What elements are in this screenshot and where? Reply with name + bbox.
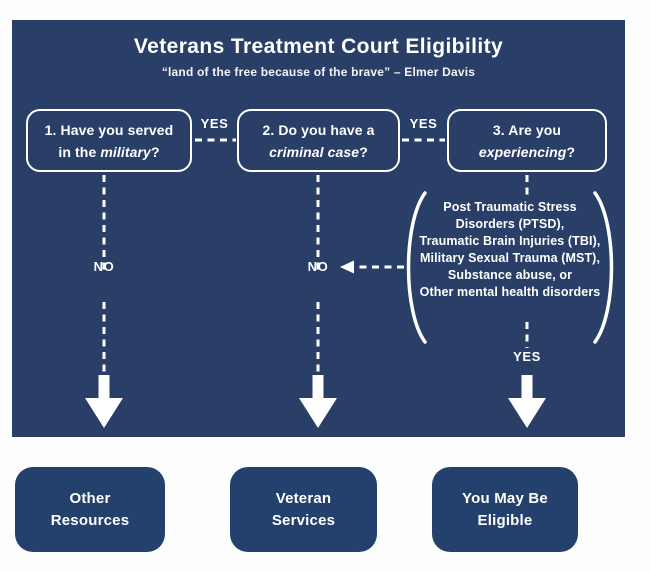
down-arrow-icon-1	[85, 375, 123, 428]
condition-line: Substance abuse, or	[447, 268, 573, 282]
question-box-experiencing	[447, 109, 607, 172]
yes-label-2: YES	[409, 116, 438, 131]
question-1-line1: 1. Have you served	[44, 121, 174, 138]
outcome-1-line1: Other	[69, 489, 111, 507]
down-arrow-icon-3	[508, 375, 546, 428]
yes-label-1: YES	[200, 116, 229, 131]
question-box-military	[26, 109, 192, 172]
page-subtitle: “land of the free because of the brave” – Elmer Davis	[161, 65, 476, 79]
flowchart-panel	[12, 20, 625, 437]
question-3-line1: 3. Are you	[492, 121, 562, 138]
left-arrowhead-icon	[340, 261, 354, 274]
outcome-2-line1: Veteran	[275, 489, 332, 507]
outcome-3-line2: Eligible	[477, 511, 533, 529]
question-2-line1: 2. Do you have a	[262, 121, 375, 138]
condition-line: Disorders (PTSD),	[455, 217, 565, 231]
outcome-box-veteran-services	[230, 467, 377, 552]
outcome-2-line2: Services	[271, 511, 336, 529]
condition-line: Traumatic Brain Injuries (TBI),	[419, 234, 601, 248]
yes-label-3: YES	[513, 349, 541, 364]
condition-line: Post Traumatic Stress	[443, 200, 577, 214]
conditions-list	[402, 199, 618, 301]
page-title: Veterans Treatment Court Eligibility	[133, 35, 504, 58]
outcome-box-other-resources	[15, 467, 165, 552]
outcome-3-line1: You May Be	[462, 489, 548, 507]
down-arrow-icon-2	[299, 375, 337, 428]
question-2-line2: criminal case?	[269, 143, 368, 160]
question-box-criminal-case	[237, 109, 400, 172]
condition-line: Other mental health disorders	[419, 285, 601, 299]
condition-line: Military Sexual Trauma (MST),	[419, 251, 601, 265]
outcome-box-you-may-be-eligible	[432, 467, 578, 552]
no-label-1: NO	[93, 259, 115, 274]
no-label-2: NO	[307, 259, 329, 274]
question-3-line2: experiencing?	[478, 143, 576, 160]
outcome-1-line2: Resources	[50, 511, 130, 529]
question-1-line2: in the military?	[58, 143, 160, 160]
